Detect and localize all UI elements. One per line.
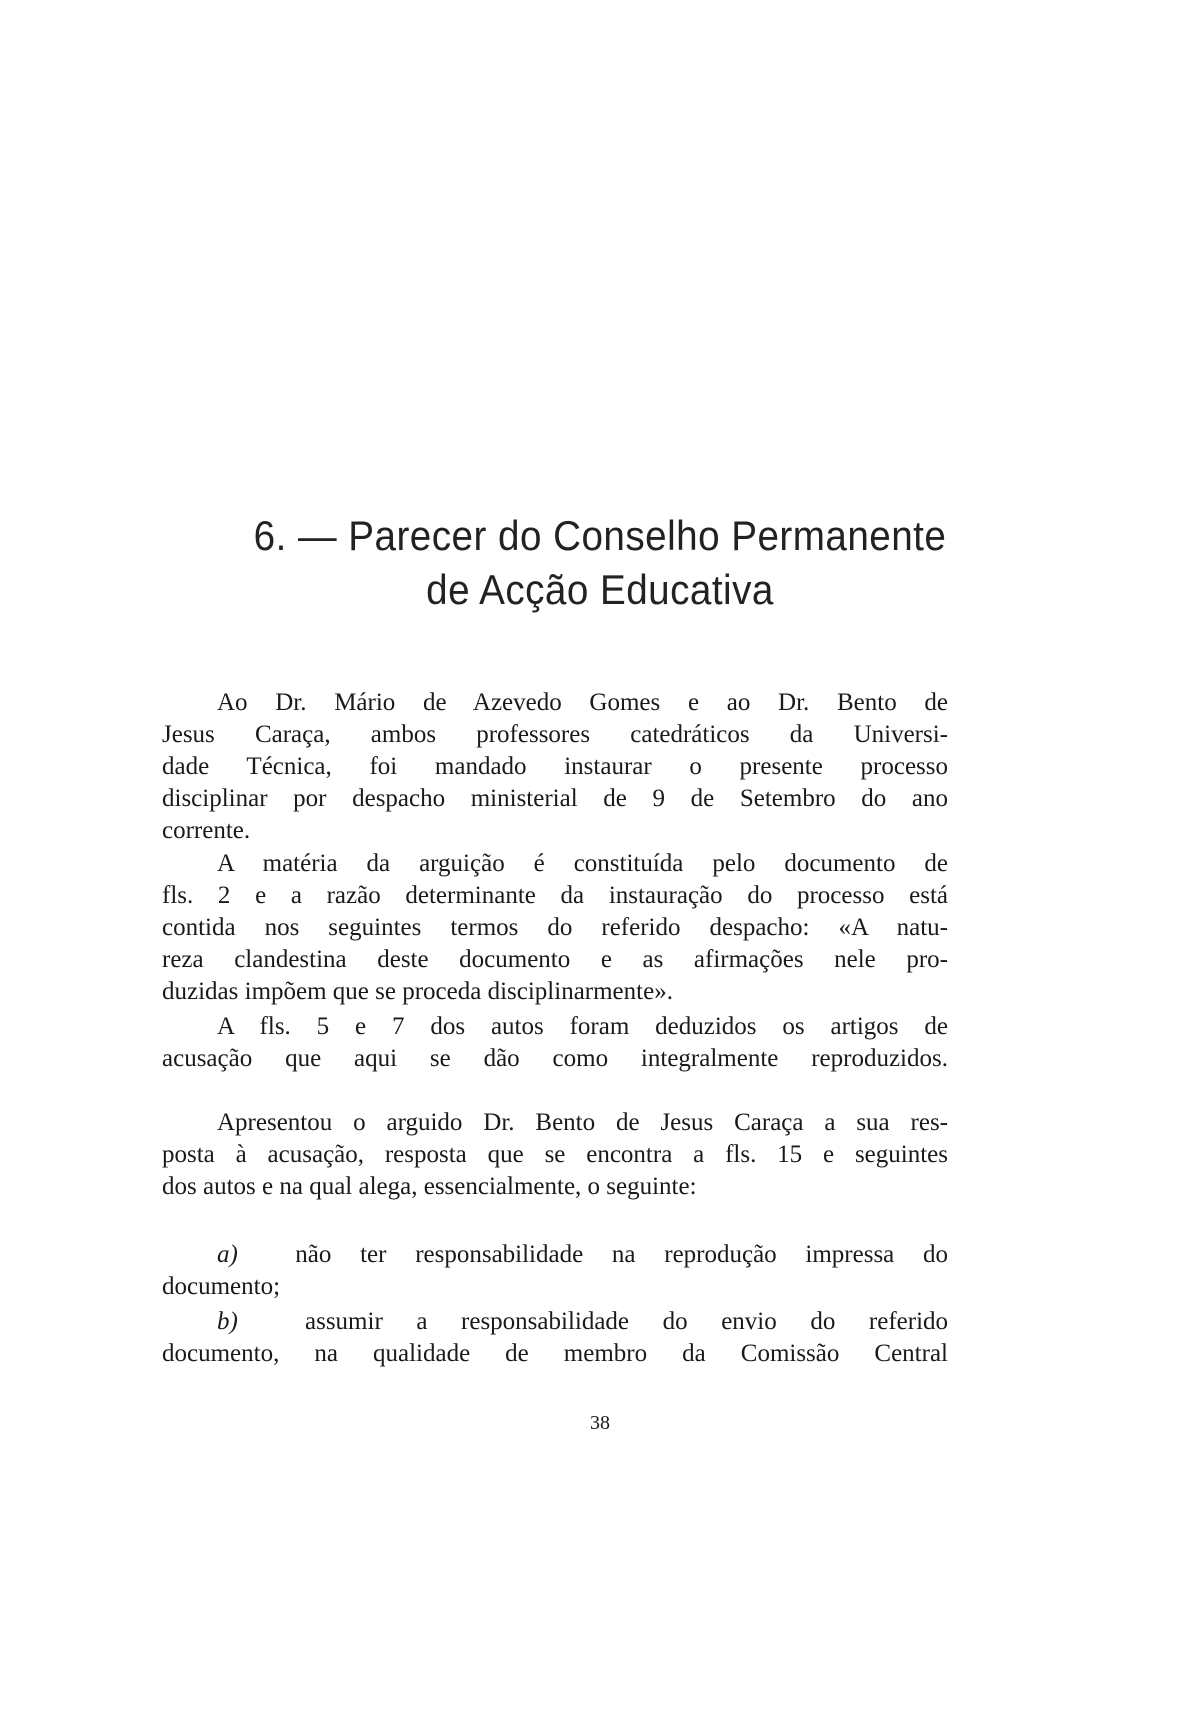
paragraph-2 bbox=[162, 848, 948, 1008]
paragraph-3 bbox=[162, 1011, 948, 1075]
text-line: A fls. 5 e 7 dos autos foram deduzidos os artigos de bbox=[217, 1013, 948, 1040]
text-line: dade Técnica, foi mandado instaurar o presente processo bbox=[162, 753, 948, 780]
text-line: Jesus Caraça, ambos professores catedráticos da Universi- bbox=[162, 721, 948, 748]
text-line: duzidas impõem que se proceda disciplinarmente». bbox=[162, 978, 673, 1005]
text-line: disciplinar por despacho ministerial de 9 de Setembro do ano bbox=[162, 785, 948, 812]
text-line: posta à acusação, resposta que se encontra a fls. 15 e seguintes bbox=[162, 1141, 948, 1168]
text-line bbox=[162, 1306, 948, 1338]
text-line: A matéria da arguição é constituída pelo documento de bbox=[217, 850, 948, 877]
text-line bbox=[162, 1239, 948, 1271]
list-item-b bbox=[162, 1306, 948, 1370]
text-line: Ao Dr. Mário de Azevedo Gomes e ao Dr. Bento de bbox=[217, 689, 948, 716]
text-line: contida nos seguintes termos do referido despacho: «A natu- bbox=[162, 914, 948, 941]
text-line: fls. 2 e a razão determinante da instauração do processo está bbox=[162, 882, 948, 909]
item-text: não ter responsabilidade na reprodução impressa do bbox=[295, 1241, 948, 1268]
text-line: dos autos e na qual alega, essencialmente, o seguinte: bbox=[162, 1173, 697, 1200]
page-number: 38 bbox=[590, 1412, 610, 1434]
text-line: documento; bbox=[162, 1273, 281, 1300]
item-text: assumir a responsabilidade do envio do referido bbox=[305, 1308, 949, 1335]
text-line: corrente. bbox=[162, 817, 251, 844]
item-marker: a) bbox=[217, 1241, 238, 1268]
text-line: acusação que aqui se dão como integralmente reproduzidos. bbox=[162, 1045, 948, 1072]
text-line: Apresentou o arguido Dr. Bento de Jesus Caraça a sua res- bbox=[217, 1109, 948, 1136]
section-title-line-2: de Acção Educativa bbox=[426, 566, 774, 613]
paragraph-1 bbox=[162, 687, 948, 847]
section-title-line-1: 6. — Parecer do Conselho Permanente bbox=[253, 512, 947, 559]
list-item-a bbox=[162, 1239, 948, 1303]
item-marker: b) bbox=[217, 1308, 238, 1335]
paragraph-4 bbox=[162, 1107, 948, 1203]
text-line: documento, na qualidade de membro da Comissão Central bbox=[162, 1340, 948, 1367]
text-line: reza clandestina deste documento e as afirmações nele pro- bbox=[162, 946, 948, 973]
